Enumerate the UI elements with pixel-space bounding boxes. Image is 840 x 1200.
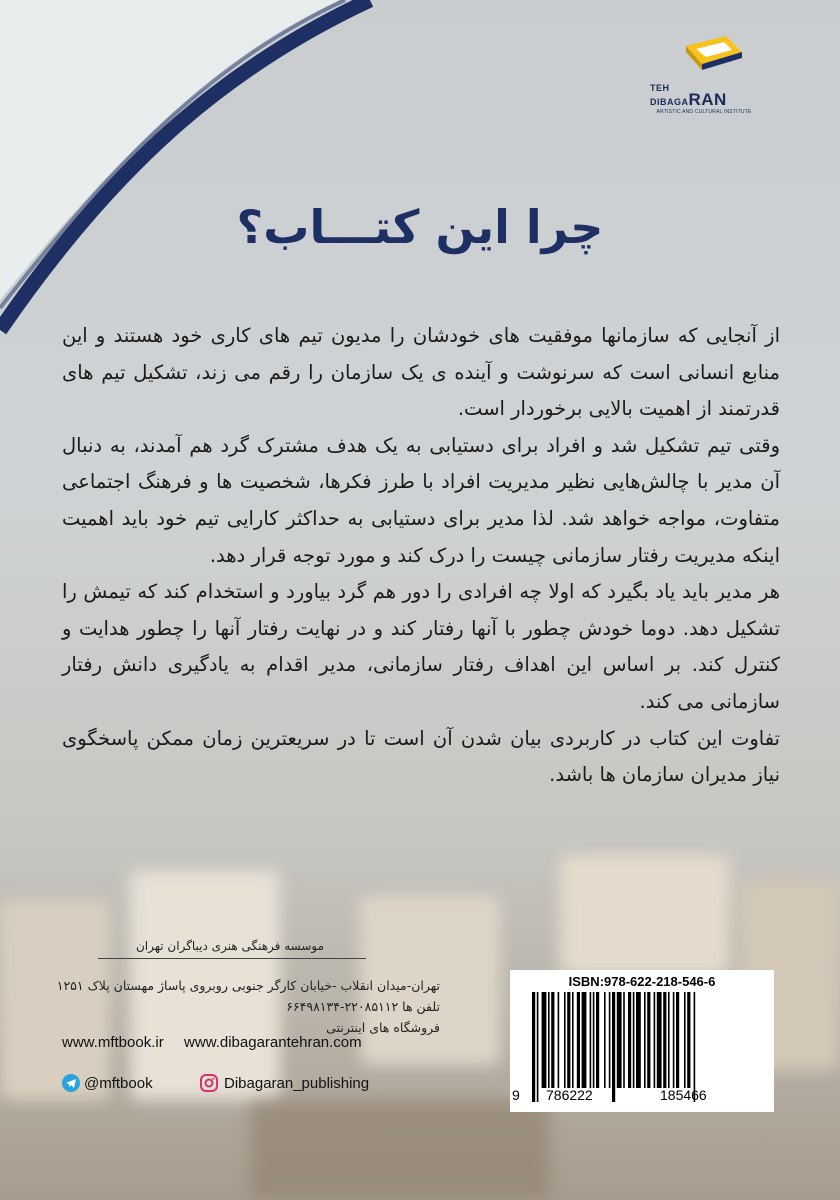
barcode-bar: [647, 992, 650, 1088]
barcode-bar: [663, 992, 666, 1088]
barcode-bar: [623, 992, 625, 1088]
barcode-bar: [609, 992, 611, 1088]
website-link[interactable]: www.dibagarantehran.com: [184, 1034, 362, 1051]
publisher-address-block: [10, 975, 440, 1038]
page-title: چرا این کتـــاب؟: [236, 200, 604, 254]
instagram-link[interactable]: [200, 1074, 369, 1092]
barcode-bar: [551, 992, 554, 1088]
stores-line: فروشگاه های اینترنتی: [326, 1020, 440, 1035]
barcode-bar: [617, 992, 622, 1088]
barcode-bar: [668, 992, 670, 1088]
barcode-digit: 9: [512, 1087, 520, 1103]
barcode-bar: [636, 992, 641, 1088]
barcode-bar: [593, 992, 595, 1088]
barcode-bar: [684, 992, 686, 1088]
barcode-bar: [644, 992, 646, 1088]
address-line: تهران-میدان انقلاب -خیابان کارگر جنوبی روبروی پاساژ مهستان پلاک ۱۲۵۱: [56, 978, 440, 993]
paragraph: از آنجایی که سازمانها موفقیت های خودشان را مدیون تیم های کاری خود هستند و این منابع انسانی است که سرنوشت و آینده ی یک سازمان را رقم می زند، تشکیل تیم های قدرتمند از اهمیت بالایی برخوردار است.: [62, 324, 780, 421]
isbn-label: ISBN:978-622-218-546-6: [568, 974, 716, 989]
barcode-bar: [596, 992, 599, 1088]
barcode-bar: [567, 992, 570, 1088]
barcode-bar: [590, 992, 592, 1088]
barcode-bar: [542, 992, 547, 1088]
barcode-bar: [604, 992, 606, 1088]
barcode-bar: [564, 992, 566, 1088]
barcode-bar: [577, 992, 580, 1088]
barcode-digit: 185466: [660, 1087, 707, 1103]
logo-brand-right: RAN: [688, 90, 727, 109]
barcode-bar: [558, 992, 560, 1088]
telegram-handle: @mftbook: [84, 1074, 153, 1092]
logo-subtitle: ARTISTIC AND CULTURAL INSTITUTE: [656, 109, 752, 115]
logo-brand-top: TEH: [650, 83, 670, 93]
divider: [98, 958, 366, 959]
barcode-bar: [694, 992, 696, 1102]
barcode-bar: [633, 992, 635, 1088]
barcode-bar: [537, 992, 539, 1102]
websites: [62, 1034, 402, 1051]
barcode-bar: [654, 992, 656, 1088]
barcode-panel: [510, 970, 774, 1112]
paragraph: وقتی تیم تشکیل شد و افراد برای دستیابی به یک هدف مشترک گرد هم آمدند، به دنبال آن مدیر با چالش‌هایی نظیر مدیریت افراد با طرز فکرها، شخصیت ها و فرهنگ اجتماعی متفاوت، مواجه خواهد شد. لذا مدیر برای دستیابی به حداکثر کارایی تیم خود باید اهمیت اینکه مدیریت رفتار سازمانی چیست را درک کند و مورد توجه قرار دهد.: [62, 433, 780, 567]
phone-line: تلفن ها ۲۲۰۸۵۱۱۲-۶۶۴۹۸۱۳۴: [286, 999, 440, 1014]
instagram-icon: [200, 1074, 218, 1092]
barcode-bar: [657, 992, 662, 1088]
instagram-handle: Dibagaran_publishing: [224, 1074, 370, 1092]
social-links: [62, 1074, 402, 1096]
barcode-bar: [676, 992, 679, 1088]
barcode-bar: [572, 992, 574, 1088]
paragraph: هر مدیر باید یاد بگیرد که اولا چه افرادی را دور هم گرد بیاورد و استخدام کند که تیمش را تشکیل دهد. دوما خودش چطور با آنها رفتار کند و در نهایت رفتار آنها را چطور هدایت و کنترل کند. بر اساس این اهداف رفتار سازمانی، مدیر اقدام به یادگیری دانش رفتار سازمانی می کند.: [62, 580, 780, 713]
barcode-bar: [687, 992, 690, 1088]
barcode-bar: [582, 992, 587, 1088]
barcode-bar: [673, 992, 675, 1088]
paragraph: تفاوت این کتاب در کاربردی بیان شدن آن است تا در سریعترین زمان ممکن پاسخگوی نیاز مدیران سازمان ها باشد.: [62, 726, 780, 787]
logo-brand-left: DIBAGA: [650, 97, 689, 107]
barcode-bar: [532, 992, 535, 1102]
telegram-link[interactable]: [62, 1074, 153, 1092]
website-link[interactable]: www.mftbook.ir: [62, 1034, 164, 1051]
book-icon: [648, 22, 760, 86]
barcode: [528, 992, 760, 1102]
barcode-bar: [612, 992, 615, 1102]
logo-wordmark: [648, 84, 760, 115]
barcode-bar: [628, 992, 631, 1088]
barcode-digit: 786222: [546, 1087, 593, 1103]
publisher-name: موسسه فرهنگی هنری دیباگران تهران: [135, 939, 325, 953]
description-body: [62, 318, 780, 794]
barcode-bar: [548, 992, 550, 1088]
telegram-icon: [62, 1074, 80, 1092]
